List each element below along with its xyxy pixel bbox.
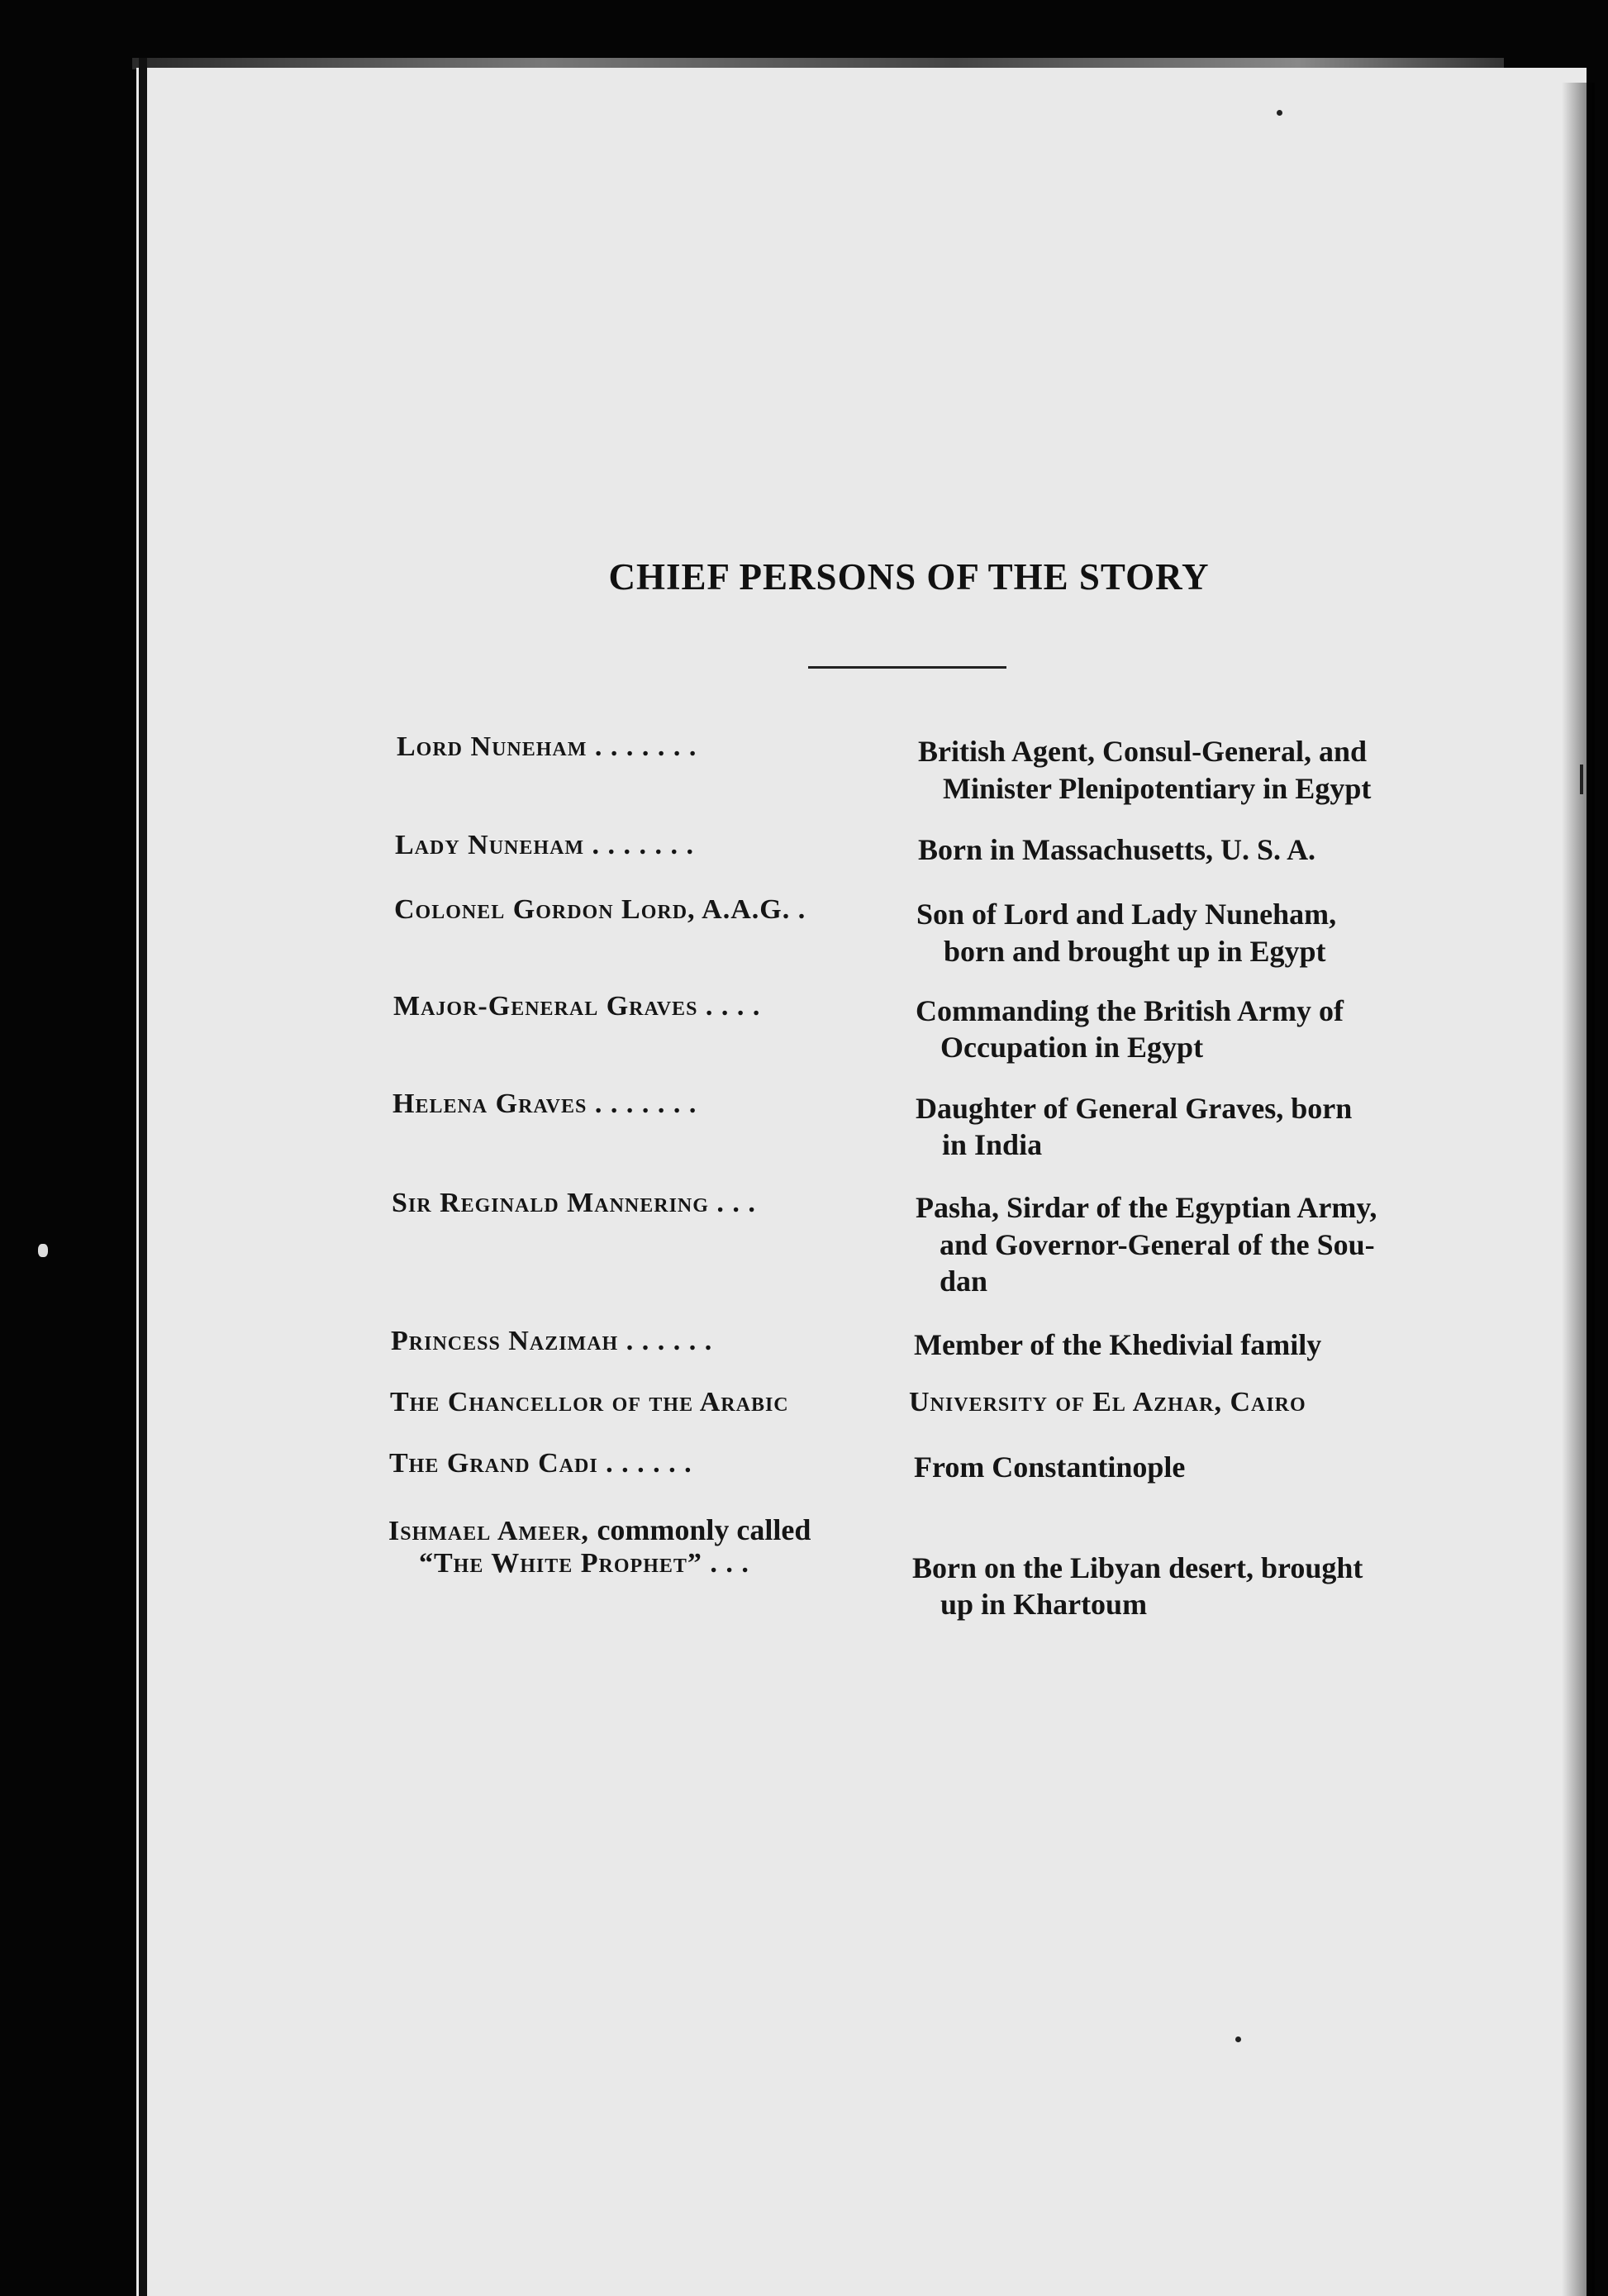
person-name-lady-nuneham: Lady Nuneham . . . . . . . [395,830,695,860]
person-desc-line: British Agent, Consul-General, and [918,735,1368,768]
person-desc-line: Son of Lord and Lady Nuneham, [916,898,1337,931]
person-name-white-prophet: “The White Prophet” . . . [419,1548,749,1579]
person-name-colonel-gordon-lord: Colonel Gordon Lord, A.A.G. . [394,894,806,925]
person-desc-line: in India [942,1128,1043,1161]
person-name-text: Ishmael Ameer, [388,1516,589,1546]
person-name-lord-nuneham: Lord Nuneham . . . . . . . [397,731,697,762]
person-desc-line: Commanding the British Army of [916,994,1344,1027]
scan-mark [1580,765,1583,794]
person-name-ishmael-ameer [388,1512,811,1547]
page-title: CHIEF PERSONS OF THE STORY [608,556,1210,598]
person-desc-line: Minister Plenipotentiary in Egypt [943,772,1372,805]
person-desc-line: Born on the Libyan desert, brought [912,1551,1363,1584]
person-desc-line: dan [940,1265,988,1298]
person-desc-line: and Governor-General of the Sou- [940,1228,1375,1261]
person-desc-line: Daughter of General Graves, born [916,1092,1353,1125]
title-rule [808,666,1006,669]
person-name-princess-nazimah: Princess Nazimah . . . . . . [391,1326,713,1356]
scan-speck [38,1244,48,1257]
person-name-suffix: commonly called [597,1513,811,1546]
scan-speck [1277,110,1282,116]
person-desc-line: born and brought up in Egypt [944,935,1326,968]
book-page [136,68,1587,2296]
scan-speck [1235,2036,1241,2042]
person-desc-line: University of El Azhar, Cairo [909,1387,1306,1417]
person-desc-line: From Constantinople [914,1450,1186,1484]
person-name-chancellor: The Chancellor of the Arabic [390,1387,789,1417]
person-name-helena-graves: Helena Graves . . . . . . . [392,1088,697,1119]
person-desc-line: Pasha, Sirdar of the Egyptian Army, [916,1191,1377,1224]
page-edge-left [139,58,147,2296]
person-name-sir-reginald-mannering: Sir Reginald Mannering . . . [392,1188,756,1218]
person-desc-line: Member of the Khedivial family [914,1328,1322,1361]
person-name-grand-cadi: The Grand Cadi . . . . . . [389,1448,692,1479]
person-name-major-general-graves: Major-General Graves . . . . [393,991,761,1022]
person-desc-line: up in Khartoum [940,1588,1148,1621]
page-shade-right [1562,83,1595,2296]
person-desc-line: Born in Massachusetts, U. S. A. [918,833,1316,866]
person-desc-line: Occupation in Egypt [940,1031,1204,1064]
